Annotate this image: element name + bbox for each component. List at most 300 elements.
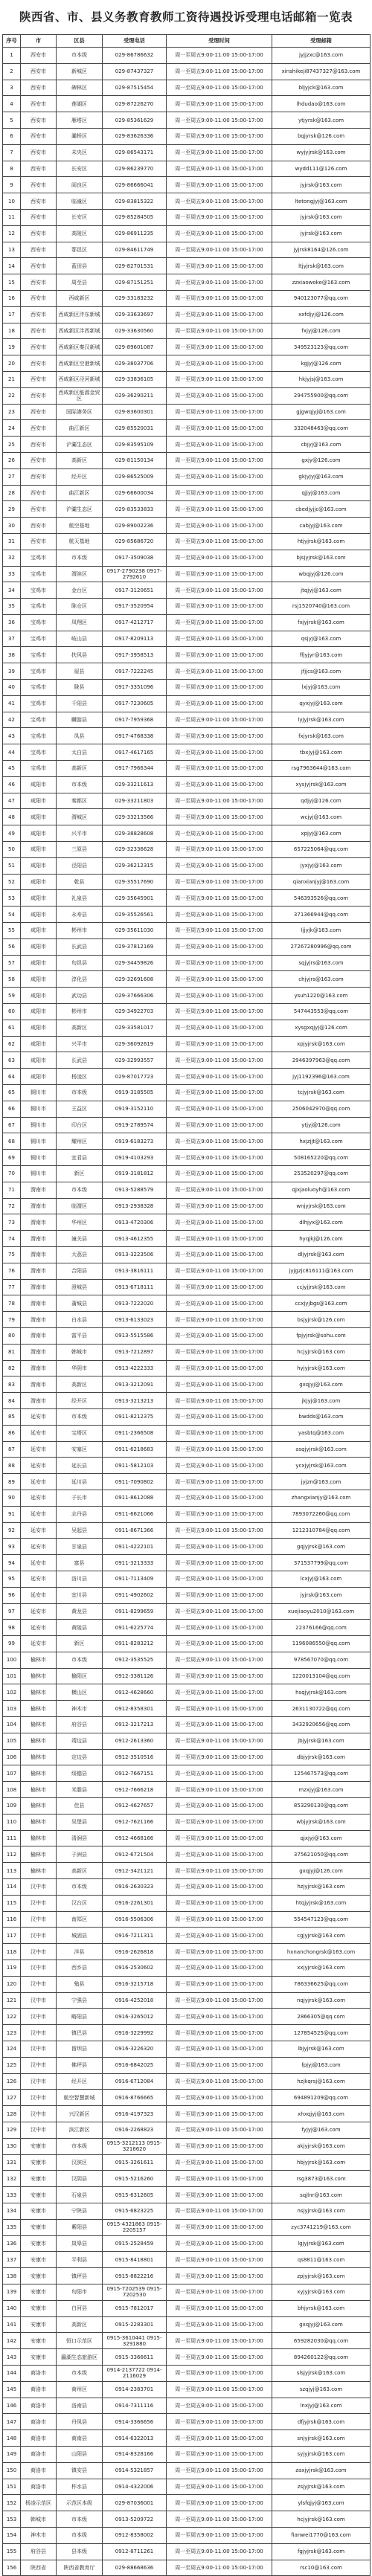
row-email[interactable]: akjyjrsk@163.com: [272, 2138, 371, 2154]
row-email[interactable]: qjjyj@163.com: [272, 485, 371, 501]
row-email[interactable]: hyqjkj@126.com: [272, 1231, 371, 1247]
row-email[interactable]: yasbtq@163.com: [272, 1425, 371, 1441]
row-phone: 0916-8766665: [103, 2090, 167, 2106]
row-email[interactable]: jkjyj@163.com: [272, 1393, 371, 1409]
row-index: 49: [3, 825, 21, 842]
row-county: 山阳县: [57, 2446, 103, 2462]
row-email[interactable]: fianwei1770@163.com: [272, 2527, 371, 2543]
row-city: 汉中市: [21, 1895, 57, 1911]
row-hours: 周一至周五9:00-11:00 15:00-17:00: [167, 323, 272, 339]
row-hours: 周一至周五9:00-11:00 15:00-17:00: [167, 404, 272, 420]
row-email[interactable]: jyj1192396@163.com: [272, 1069, 371, 1085]
row-email[interactable]: 1196086550@qq.com: [272, 1636, 371, 1652]
row-email[interactable]: ltetongjyj@163.com: [272, 193, 371, 210]
row-email[interactable]: tbxjyj@163.com: [272, 744, 371, 761]
row-email[interactable]: wydd111@126.com: [272, 161, 371, 177]
row-phone: 0916-3226320: [103, 2041, 167, 2058]
row-email[interactable]: 546393526@qq.com: [272, 890, 371, 907]
row-index: 145: [3, 2381, 21, 2398]
row-city: 延安市: [21, 1603, 57, 1620]
row-email[interactable]: 940123077@qq.com: [272, 290, 371, 306]
row-email[interactable]: 508165220@qq.com: [272, 1150, 371, 1166]
row-email[interactable]: 659282030@qq.com: [272, 2333, 371, 2349]
row-hours: 周一至周五9:00-11:00 15:00-17:00: [167, 809, 272, 825]
row-email[interactable]: 694891209@qq.com: [272, 2090, 371, 2106]
row-email[interactable]: 253520297@qq.com: [272, 1165, 371, 1182]
row-county: 吴起县: [57, 1522, 103, 1539]
table-row: [3, 2495, 371, 2511]
row-email[interactable]: ccxjyjbgs@163.com: [272, 1295, 371, 1312]
row-phone: 0915-2283301: [103, 2316, 167, 2333]
row-index: 113: [3, 1863, 21, 1879]
row-email[interactable]: asqjyjrsk@163.com: [272, 1441, 371, 1458]
row-hours: 周一至周五9:00-11:00 15:00-17:00: [167, 2543, 272, 2560]
row-email[interactable]: bsjyjrsk@126.com: [272, 1312, 371, 1328]
row-phone: 029-33211803: [103, 793, 167, 809]
row-county: 高新区: [57, 1863, 103, 1879]
table-row: [3, 1069, 371, 1085]
table-row: [3, 290, 371, 306]
row-county: 潼关县: [57, 1231, 103, 1247]
row-email[interactable]: 547443553@qq.com: [272, 1004, 371, 1020]
table-row: [3, 1814, 371, 1830]
row-county: 雁塔区: [57, 112, 103, 129]
row-email[interactable]: jbjyjrsk@163.com: [272, 1733, 371, 1749]
row-email[interactable]: xhxqjyj@163.com: [272, 2106, 371, 2122]
row-email[interactable]: 125467573@qq.com: [272, 1765, 371, 1782]
table-row: [3, 809, 371, 825]
row-county: 安塞区: [57, 1441, 103, 1458]
row-email[interactable]: zhangxianjy@163.com: [272, 1490, 371, 1506]
row-county: 洋县: [57, 1944, 103, 1960]
row-email[interactable]: hcjyjrsk@163.com: [272, 1344, 371, 1360]
row-email[interactable]: xinshikeji87437327@163.com: [272, 63, 371, 80]
row-county: 曲江新区: [57, 485, 103, 501]
row-county: 航天基地: [57, 533, 103, 550]
row-hours: 周一至周五9:00-11:00 15:00-17:00: [167, 1165, 272, 1182]
row-email[interactable]: 1212310784@qq.com: [272, 1522, 371, 1539]
row-email[interactable]: ccjyjjrsk@163.com: [272, 1279, 371, 1295]
row-hours: 周一至周五9:00-11:00 15:00-17:00: [167, 225, 272, 242]
row-email[interactable]: ytjyrsk@163.com: [272, 112, 371, 129]
row-email[interactable]: htqjyjrsk@163.com: [272, 1895, 371, 1911]
row-index: 30: [3, 518, 21, 534]
row-email[interactable]: dbjyjrsk@163.com: [272, 1749, 371, 1765]
row-email[interactable]: snjyjrsk@163.com: [272, 2430, 371, 2447]
row-phone: 0913-3816111: [103, 1263, 167, 1279]
table-row: [3, 2446, 371, 2462]
row-email[interactable]: 1220013104@qq.com: [272, 1668, 371, 1684]
row-email[interactable]: wyjyjrsk@163.com: [272, 144, 371, 161]
row-email[interactable]: rsg7963644@163.com: [272, 761, 371, 777]
row-county: 麟游县: [57, 712, 103, 728]
row-email[interactable]: xxfdjyj@126.com: [272, 306, 371, 323]
row-city: 延安市: [21, 1587, 57, 1603]
row-hours: 周一至周五9:00-11:00 15:00-17:00: [167, 907, 272, 923]
row-email[interactable]: qsjyj@163.com: [272, 631, 371, 647]
row-city: 咸阳市: [21, 988, 57, 1004]
header-hours: 受理时间: [167, 35, 272, 48]
row-county: 旬阳市: [57, 2284, 103, 2300]
row-email[interactable]: bjsjyjrsk@163.com: [272, 550, 371, 566]
row-email[interactable]: gxqjyj@163.com: [272, 2316, 371, 2333]
row-index: 3: [3, 80, 21, 96]
row-phone: 0917-3509038: [103, 550, 167, 566]
row-email[interactable]: jyjzn@163.com: [272, 1474, 371, 1490]
row-city: 渭南市: [21, 1327, 57, 1344]
row-email[interactable]: ljjyjk@163.com: [272, 923, 371, 939]
row-email[interactable]: fpjyj@163.com: [272, 2057, 371, 2073]
row-county: 周至县: [57, 274, 103, 291]
row-phone: 0914-8328166: [103, 2446, 167, 2462]
row-email[interactable]: ycxjyjrsk@163.com: [272, 1458, 371, 1474]
row-email[interactable]: cgjyjrsk@163.com: [272, 1928, 371, 1944]
row-hours: 周一至周五9:00-11:00 15:00-17:00: [167, 1522, 272, 1539]
row-email[interactable]: lbjyjrsk@163.com: [272, 2041, 371, 2058]
row-email[interactable]: jyjrsk@163.com: [272, 209, 371, 225]
row-email[interactable]: hsqjyjrsk@163.com: [272, 1684, 371, 1701]
row-county: 柞水县: [57, 2479, 103, 2495]
row-email[interactable]: qs8811@163.com: [272, 2252, 371, 2268]
row-email[interactable]: gqjyjrsk@163.com: [272, 1539, 371, 1555]
row-email[interactable]: lnxjyj@163.com: [272, 2398, 371, 2414]
row-email[interactable]: gjgwqjyj@163.com: [272, 404, 371, 420]
table-row: [3, 48, 371, 64]
row-email[interactable]: wnjyjrsk@163.com: [272, 1198, 371, 1214]
row-email[interactable]: jyjrsk8164@126.com: [272, 242, 371, 258]
row-email[interactable]: 2946397963@qq.com: [272, 1052, 371, 1069]
row-city: 安康市: [21, 2219, 57, 2235]
row-email[interactable]: wcjyj@163.com: [272, 809, 371, 825]
row-email[interactable]: bqjyrsk@126.com: [272, 128, 371, 144]
row-email[interactable]: bwdds@163.com: [272, 1408, 371, 1425]
row-email[interactable]: ltjyjrsk@163.com: [272, 258, 371, 274]
row-county: 市本级: [57, 2527, 103, 2543]
row-phone: 0911-6225774: [103, 1620, 167, 1636]
row-email[interactable]: bljyjck@163.com: [272, 80, 371, 96]
row-hours: 周一至周五9:00-11:00 15:00-17:00: [167, 1117, 272, 1133]
row-index: 153: [3, 2511, 21, 2528]
row-email[interactable]: hzjkqrsj@163.com: [272, 2073, 371, 2090]
table-row: [3, 306, 371, 323]
row-hours: 周一至周五9:00-11:00 15:00-17:00: [167, 420, 272, 437]
table-row: [3, 1490, 371, 1506]
row-county: 浐灞生态区: [57, 437, 103, 453]
row-email[interactable]: jyjrsk@163.com: [272, 177, 371, 193]
row-county: 市本级: [57, 2511, 103, 2528]
row-index: 96: [3, 1587, 21, 1603]
row-email[interactable]: 2506042970@qq.com: [272, 1101, 371, 1117]
row-hours: 周一至周五9:00-11:00 15:00-17:00: [167, 2349, 272, 2366]
row-email[interactable]: ytjyj@126.com: [272, 1117, 371, 1133]
row-email[interactable]: hyjyjrsk@163.com: [272, 1360, 371, 1376]
table-row: [3, 1312, 371, 1328]
table-row: [3, 485, 371, 501]
table-row: [3, 1571, 371, 1587]
row-email[interactable]: hxnanchongrsk@163.com: [272, 1944, 371, 1960]
row-email[interactable]: 332048463@qq.com: [272, 420, 371, 437]
row-email[interactable]: fyjyj@163.com: [272, 2122, 371, 2139]
row-city: 西安市: [21, 144, 57, 161]
row-email[interactable]: rsg3873@163.com: [272, 2171, 371, 2187]
row-email[interactable]: 657225064@qq.com: [272, 842, 371, 858]
row-hours: 周一至周五9:00-11:00 15:00-17:00: [167, 2284, 272, 2300]
row-email[interactable]: htjyjrsk@163.com: [272, 533, 371, 550]
row-city: 咸阳市: [21, 809, 57, 825]
row-email[interactable]: qjxjyj@163.com: [272, 1830, 371, 1846]
row-index: 136: [3, 2235, 21, 2252]
row-hours: 周一至周五9:00-11:00 15:00-17:00: [167, 680, 272, 696]
row-email[interactable]: 786336625@qq.com: [272, 1976, 371, 1992]
row-index: 132: [3, 2171, 21, 2187]
row-index: 31: [3, 533, 21, 550]
row-city: 西安市: [21, 501, 57, 518]
row-phone: 029-37812169: [103, 938, 167, 955]
row-email[interactable]: qyxjyj@163.com: [272, 695, 371, 712]
row-county: 延川县: [57, 1474, 103, 1490]
table-row: [3, 112, 371, 129]
row-index: 97: [3, 1603, 21, 1620]
row-email[interactable]: 371366944@qq.com: [272, 907, 371, 923]
row-phone: 0914-2137722 0914-2116029: [103, 2365, 167, 2381]
row-hours: 周一至周五9:00-11:00 15:00-17:00: [167, 971, 272, 988]
row-email[interactable]: slsjyjrsk@163.com: [272, 2365, 371, 2381]
row-email[interactable]: xyjyjrsk@163.com: [272, 2284, 371, 2300]
row-index: 80: [3, 1327, 21, 1344]
row-email[interactable]: jyjjzxc@163.com: [272, 48, 371, 64]
row-phone: 0917-4212717: [103, 614, 167, 631]
row-email[interactable]: 294755900@qq.com: [272, 387, 371, 404]
row-email[interactable]: qianxianjyj@163.com: [272, 874, 371, 890]
row-email[interactable]: bhjyrsk@163.com: [272, 2300, 371, 2316]
row-county: 经开区: [57, 468, 103, 485]
row-email[interactable]: hcjyjrsk@163.com: [272, 2511, 371, 2528]
table-row: [3, 1636, 371, 1652]
row-email[interactable]: jfjjcs@163.com: [272, 663, 371, 680]
row-city: 西安市: [21, 161, 57, 177]
row-phone: 0911-8671366: [103, 1522, 167, 1539]
row-email[interactable]: 7893072260@qq.com: [272, 1506, 371, 1522]
row-email[interactable]: qdjyj@126.com: [272, 793, 371, 809]
table-row: [3, 1846, 371, 1863]
row-email[interactable]: hzjyjrsk@163.com: [272, 1879, 371, 1896]
row-index: 35: [3, 599, 21, 615]
row-email[interactable]: cbjyj@163.com: [272, 437, 371, 453]
row-hours: 周一至周五9:00-11:00 15:00-17:00: [167, 712, 272, 728]
row-county: 南郑区: [57, 1911, 103, 1928]
table-row: [3, 1150, 371, 1166]
row-city: 西安市: [21, 485, 57, 501]
row-email[interactable]: dlhjyx@163.com: [272, 1214, 371, 1231]
row-county: 延长县: [57, 1458, 103, 1474]
row-city: 渭南市: [21, 1312, 57, 1328]
row-email[interactable]: jtqjyj@163.com: [272, 582, 371, 599]
row-phone: 0912-3217213: [103, 1717, 167, 1733]
row-email[interactable]: lgjyjrsk@163.com: [272, 2235, 371, 2252]
row-email[interactable]: sqjlnr@163.com: [272, 2187, 371, 2203]
row-index: 117: [3, 1928, 21, 1944]
row-phone: 0913-4222333: [103, 1360, 167, 1376]
row-email[interactable]: xysjyjrsk@163.com: [272, 776, 371, 793]
row-phone: 0917-7230605: [103, 695, 167, 712]
row-phone: 0915-7812017: [103, 2300, 167, 2316]
row-county: 曲江新区: [57, 420, 103, 437]
row-hours: 周一至周五9:00-11:00 15:00-17:00: [167, 842, 272, 858]
row-email[interactable]: syjyjrsk@163.com: [272, 2446, 371, 2462]
row-email[interactable]: wbqjyj@126.com: [272, 566, 371, 582]
row-email[interactable]: dfjyjrsk@163.com: [272, 2414, 371, 2430]
row-phone: 0913-3213213: [103, 1393, 167, 1409]
table-row: [3, 1717, 371, 1733]
row-email[interactable]: 853290130@qq.com: [272, 1798, 371, 1815]
row-city: 延安市: [21, 1474, 57, 1490]
row-email[interactable]: 2866305@qq.com: [272, 2009, 371, 2025]
row-email[interactable]: lhdudao@163.com: [272, 96, 371, 112]
row-hours: 周一至周五9:00-11:00 15:00-17:00: [167, 1101, 272, 1117]
row-email[interactable]: jyjrsk@163.com: [272, 1587, 371, 1603]
row-email[interactable]: 371537799@qq.com: [272, 1555, 371, 1571]
row-email[interactable]: kgjyj@126.com: [272, 355, 371, 372]
row-index: 86: [3, 1425, 21, 1441]
row-email[interactable]: 978567070@qq.com: [272, 1652, 371, 1668]
row-index: 119: [3, 1960, 21, 1977]
row-email[interactable]: 349523123@qq.com: [272, 339, 371, 355]
row-hours: 周一至周五9:00-11:00 15:00-17:00: [167, 631, 272, 647]
row-phone: 0917-4768338: [103, 728, 167, 744]
row-email[interactable]: hxjzjjt@163.com: [272, 1133, 371, 1150]
row-email[interactable]: ysuh1220@163.com: [272, 988, 371, 1004]
row-email[interactable]: cabjyj@163.com: [272, 518, 371, 534]
row-city: 宝鸡市: [21, 550, 57, 566]
row-index: 152: [3, 2495, 21, 2511]
row-email[interactable]: zpjyjrsk@163.com: [272, 2268, 371, 2284]
table-row: [3, 1830, 371, 1846]
row-email[interactable]: fxjyjrsk@163.com: [272, 614, 371, 631]
row-county: 永寿县: [57, 907, 103, 923]
row-email[interactable]: rsj1520740@163.com: [272, 599, 371, 615]
row-phone: 0916-5506306: [103, 1911, 167, 1928]
row-email[interactable]: qjxjaoluoyh@163.com: [272, 1182, 371, 1198]
row-email[interactable]: 27267280996@qq.com: [272, 938, 371, 955]
row-hours: 周一至周五9:00-11:00 15:00-17:00: [167, 1393, 272, 1409]
row-email[interactable]: chjyjrs@163.com: [272, 971, 371, 988]
row-email[interactable]: rsc10@163.com: [272, 2560, 371, 2576]
row-email[interactable]: jyjgzjc816111@163.com: [272, 1263, 371, 1279]
row-hours: 周一至周五9:00-11:00 15:00-17:00: [167, 857, 272, 874]
table-row: [3, 1539, 371, 1555]
row-email[interactable]: xysgxqjyj@126.com: [272, 1020, 371, 1036]
row-email[interactable]: lxjyj@163.com: [272, 680, 371, 696]
row-county: 县本级: [57, 2543, 103, 2560]
row-email[interactable]: lcxjyj@163.com: [272, 1571, 371, 1587]
row-email[interactable]: nsjyjrsk@163.com: [272, 2203, 371, 2219]
row-email[interactable]: hbjyjrsk@163.com: [272, 2154, 371, 2171]
row-index: 87: [3, 1441, 21, 1458]
row-county: 秦都区: [57, 793, 103, 809]
row-county: 高新区: [57, 2316, 103, 2333]
row-email[interactable]: sqjyjrs@163.com: [272, 955, 371, 971]
table-row: [3, 1506, 371, 1522]
row-city: 西安市: [21, 404, 57, 420]
row-index: 150: [3, 2462, 21, 2479]
row-email[interactable]: zsjyjrsk@163.com: [272, 2479, 371, 2495]
row-email[interactable]: cbedjyjjc@163.com: [272, 501, 371, 518]
row-hours: 周一至周五9:00-11:00 15:00-17:00: [167, 339, 272, 355]
table-row: [3, 2268, 371, 2284]
row-email[interactable]: fxjyrsk@163.com: [272, 728, 371, 744]
row-email[interactable]: 894260122@qq.com: [272, 2349, 371, 2366]
row-phone: 0913-3212091: [103, 1376, 167, 1393]
row-city: 咸阳市: [21, 923, 57, 939]
row-email[interactable]: fpjyjrsk@sohu.com: [272, 1327, 371, 1344]
row-email[interactable]: ylsfqjyj@163.com: [272, 2495, 371, 2511]
row-email[interactable]: xxjyjrsk@163.com: [272, 1960, 371, 1977]
row-email[interactable]: dljyjrsk@163.com: [272, 1246, 371, 1263]
row-email[interactable]: zyc3741219@163.com: [272, 2219, 371, 2235]
row-county: 西乡县: [57, 1960, 103, 1977]
row-email[interactable]: jyjrsk@163.com: [272, 225, 371, 242]
row-email[interactable]: lyjyjrsk@163.com: [272, 712, 371, 728]
row-index: 138: [3, 2268, 21, 2284]
table-row: [3, 1976, 371, 1992]
row-email[interactable]: 3432920656@qq.com: [272, 1717, 371, 1733]
row-hours: 周一至周五9:00-11:00 15:00-17:00: [167, 2430, 272, 2447]
row-email[interactable]: gxqjyj@163.com: [272, 1376, 371, 1393]
row-hours: 周一至周五9:00-11:00 15:00-17:00: [167, 1020, 272, 1036]
row-city: 铜川市: [21, 1133, 57, 1150]
row-email[interactable]: wbjyjrsk@163.com: [272, 1814, 371, 1830]
row-email[interactable]: szqjyj@163.com: [272, 2381, 371, 2398]
row-email[interactable]: hkjyjsj@163.com: [272, 371, 371, 387]
row-hours: 周一至周五9:00-11:00 15:00-17:00: [167, 63, 272, 80]
row-email[interactable]: tcjyjrsk@163.com: [272, 1085, 371, 1101]
row-phone: 0917-4617165: [103, 744, 167, 761]
row-county: 蒲城县: [57, 1295, 103, 1312]
row-email[interactable]: 22376166@qq.com: [272, 1620, 371, 1636]
row-email[interactable]: 554547123@qq.com: [272, 1911, 371, 1928]
row-email[interactable]: gkjyjyj@163.com: [272, 468, 371, 485]
row-email[interactable]: gxjy@126.com: [272, 452, 371, 468]
row-email[interactable]: xpjyj@163.com: [272, 825, 371, 842]
row-city: 咸阳市: [21, 907, 57, 923]
row-email[interactable]: nqjyjrsk@163.com: [272, 1992, 371, 2009]
row-county: 碑林区: [57, 80, 103, 96]
row-email[interactable]: ffjyjyr@163.com: [272, 647, 371, 663]
row-email[interactable]: fxjyj@126.com: [272, 323, 371, 339]
row-county: 三原县: [57, 842, 103, 858]
header-index: 序号: [3, 35, 21, 48]
table-row: [3, 923, 371, 939]
row-email[interactable]: 127854525@qq.com: [272, 2025, 371, 2041]
row-city: 西安市: [21, 371, 57, 387]
row-phone: 029-87151251: [103, 274, 167, 291]
row-email[interactable]: 375621050@qq.com: [272, 1846, 371, 1863]
row-email[interactable]: fgjyjrsk@163.com: [272, 2543, 371, 2560]
row-email[interactable]: mzxjyj@163.com: [272, 1782, 371, 1798]
row-phone: 029-32336628: [103, 842, 167, 858]
row-email[interactable]: xuejiaoyu2010@163.com: [272, 1603, 371, 1620]
row-email[interactable]: jyxjyj@163.com: [272, 857, 371, 874]
row-email[interactable]: zaxjyjrsk@163.com: [272, 2462, 371, 2479]
row-city: 宝鸡市: [21, 712, 57, 728]
row-email[interactable]: 2631130722@qq.com: [272, 1701, 371, 1717]
table-row: [3, 2009, 371, 2025]
row-email[interactable]: xpjyjrsk@163.com: [272, 1036, 371, 1052]
row-email[interactable]: zzxiaowoke@163.com: [272, 274, 371, 291]
row-email[interactable]: gxqjyj@126.com: [272, 1863, 371, 1879]
table-row: [3, 2203, 371, 2219]
row-phone: 0915-3261611: [103, 2154, 167, 2171]
